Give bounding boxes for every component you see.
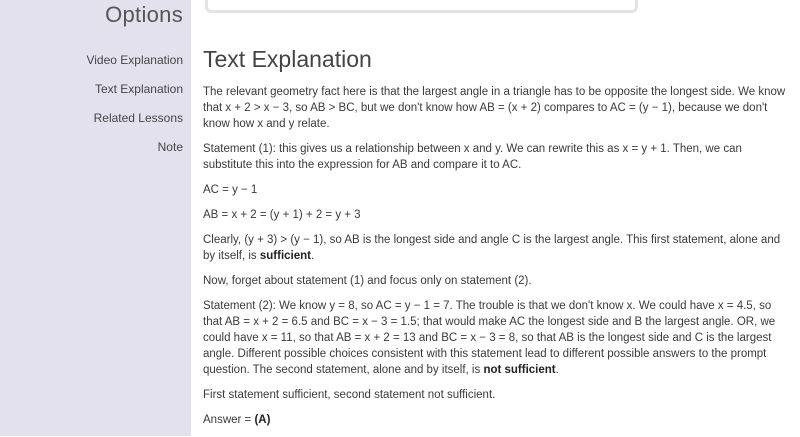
answer-label: Answer =	[203, 414, 255, 426]
explanation-paragraph-intro: The relevant geometry fact here is that the largest angle in a triangle has to be opposite the longest side. We know that x + 2 > x − 3, so AB > BC, but we don't know how AB = (x + 2) compares to AC = (y − 1), because we don't know how x and y relate.	[203, 86, 786, 130]
sidebar-nav	[86, 52, 183, 168]
statement2-end: .	[555, 364, 559, 376]
explanation-paragraph-statement1-conclusion	[203, 232, 793, 264]
sidebar-item-related-lessons[interactable]: Related Lessons	[93, 111, 183, 125]
explanation-paragraph-statement1: Statement (1): this gives us a relationship between x and y. We can rewrite this as x = y + 1. Then, we can substitute this into the expression for AB and compare it to AC.	[203, 143, 742, 171]
sidebar-item-note[interactable]: Note	[157, 140, 183, 154]
conclusion-text: Clearly, (y + 3) > (y − 1), so AB is the longest side and angle C is the largest angle. This first statement, alone and by itself, is	[203, 234, 781, 262]
sidebar-title: Options	[105, 2, 183, 27]
answer-value: (A)	[254, 414, 271, 426]
sidebar-item-video-explanation[interactable]: Video Explanation	[86, 53, 183, 67]
conclusion-end: .	[311, 250, 315, 262]
section-heading: Text Explanation	[203, 46, 372, 72]
sufficient-emphasis: sufficient	[259, 250, 312, 262]
not-sufficient-emphasis: not sufficient	[483, 364, 556, 376]
text-explanation-section	[203, 44, 793, 437]
sidebar-item-text-explanation[interactable]: Text Explanation	[94, 82, 183, 96]
explanation-paragraph-transition: Now, forget about statement (1) and focus only on statement (2).	[203, 275, 532, 287]
video-panel-bottom-edge	[205, 0, 638, 13]
equation-ab: AB = x + 2 = (y + 1) + 2 = y + 3	[203, 209, 361, 221]
explanation-summary: First statement sufficient, second statement not sufficient.	[203, 389, 496, 401]
options-sidebar	[0, 0, 191, 436]
equation-ac: AC = y − 1	[203, 184, 258, 196]
answer-line	[203, 412, 793, 428]
explanation-paragraph-statement2	[203, 298, 793, 378]
statement2-text: Statement (2): We know y = 8, so AC = y − 1 = 7. The trouble is that we don't know x. We could have x = 4.5, so that AB = x + 2 = 6.5 and BC = x − 3 = 1.5; that would make AC the longest side and B the largest angle. OR, we could have x = 11, so that AB = x + 2 = 13 and BC = x − 3 = 8, so that AB is the longest side and C is the largest angle. Different possible choices consistent with this statement lead to different possible answers to the prompt question. The second statement, alone and by itself, is	[203, 300, 776, 376]
